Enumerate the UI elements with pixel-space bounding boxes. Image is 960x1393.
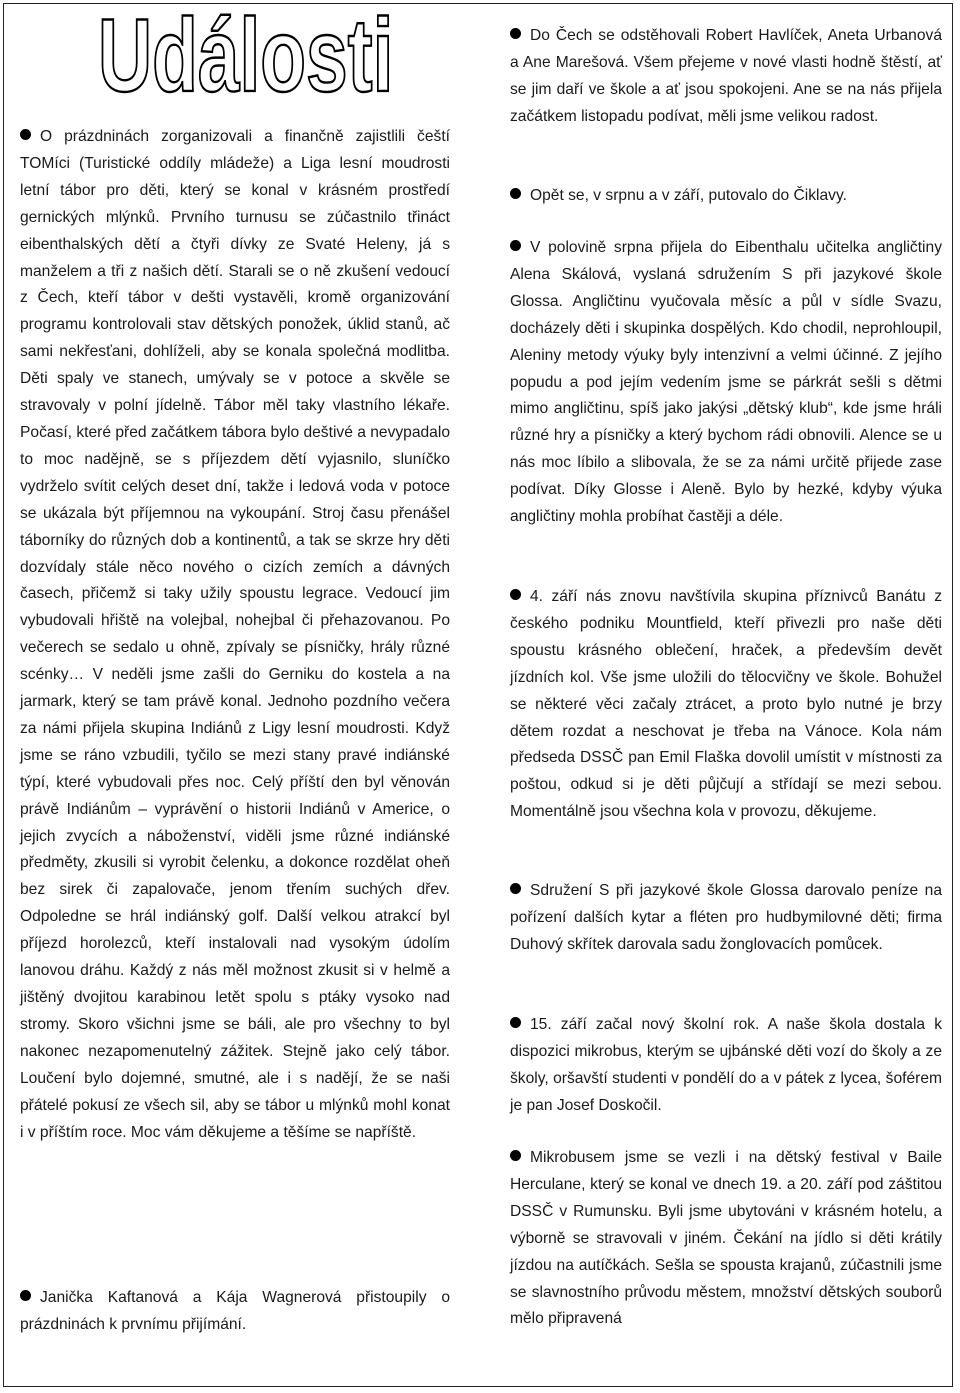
list-item: [510, 23, 942, 131]
item-text: 4. září nás znovu navštívila skupina příznivců Banátu z českého podniku Mountfield, kteří přivezli pro naše děti spoustu krásného oblečení, hraček, a především devět jízdních kol. Vše jsme uložili do tělocvičny ve škole. Bohužel se některé věci začaly ztrácet, a proto bylo nutné je brzy dětem rozdat a neschovat je třeba na Vánoce. Kola nám předseda DSSČ pan Emil Flaška dovolil umístit v místnosti za poštou, odkud si je děti půjčují a střídají se mezi sebou. Momentálně jsou všechna kola v provozu, děkujeme.: [510, 588, 942, 821]
item-text: Opět se, v srpnu a v září, putovalo do Čiklavy.: [530, 187, 847, 204]
item-text: Janička Kaftanová a Kája Wagnerová přistoupily o prázdninách k prvnímu přijímání.: [20, 1289, 450, 1333]
item-text: Sdružení S při jazykové škole Glossa darovalo peníze na pořízení dalších kytar a fléten pro hudbymilovné děti; firma Duhový skřítek darovala sadu žonglovacích pomůcek.: [510, 882, 942, 953]
list-item: [510, 183, 942, 210]
page-title: Události: [98, 0, 394, 114]
list-item: [510, 584, 942, 826]
item-text: V polovině srpna přijela do Eibenthalu učitelka angličtiny Alena Skálová, vyslaná sdružením S při jazykové škole Glossa. Angličtinu vyučovala měsíc a půl v sídle Svazu, docházely děti i skupinka dospělých. Kdo chodil, neprohloupil, Aleniny metody výuky byly intenzivní a velmi účinné. Z jejího popudu a pod jejím vedením jsme se párkrát sešli s dětmi mimo angličtinu, spíš jako jakýsi „dětský klub“, kde jsme hráli různé hry a písničky a který bychom rádi obnovili. Alence se u nás moc líbilo a slibovala, že se za námi určitě přijede zase podívat. Díky Glosse i Aleně. Bylo by hezké, kdyby výuka angličtiny mohla probíhat častěji a déle.: [510, 239, 942, 526]
item-text: Do Čech se odstěhovali Robert Havlíček, Aneta Urbanová a Ane Marešová. Všem přejeme v nové vlasti hodně štěstí, ať se jim daří ve škole a ať jsou spokojeni. Ane se na nás přijela začátkem listopadu podívat, měli jsme velikou radost.: [510, 27, 942, 125]
item-text: Mikrobusem jsme se vezli i na dětský festival v Baile Herculane, který se konal ve dnech 19. a 20. září pod záštitou DSSČ v Rumunsku. Byli jsme ubytováni v krásném hotelu, a výborně se stravovali v jiném. Čekání na jídlo si děti krátily jízdou na autíčkách. Sešla se spousta krajanů, zúčastnili jsme se slavnostního průvodu městem, množství dětských souborů mělo připravená: [510, 1149, 942, 1328]
bullet-icon: [510, 188, 521, 199]
list-item: [510, 878, 942, 959]
bullet-icon: [510, 28, 521, 39]
bullet-icon: [510, 240, 521, 251]
item-text: O prázdninách zorganizovali a finančně zajistlili čeští TOMíci (Turistické oddíly mládeže) a Liga lesní moudrosti letní tábor pro děti, který se konal v krásném prostředí gernických mlýnků. Prvního turnusu se zúčastnilo třináct eibenthalských dětí a čtyři dívky ze Svaté Heleny, já s manželem a tři z našich dětí. Starali se o ně zkušení vedoucí z Čech, kteří tábor v dešti vystavěli, kromě organizování programu kontrolovali stav dětských ponožek, úklid stanů, ač sami nekřesťani, dohlíželi, aby se konala společná modlitba. Děti spaly ve stanech, umývaly se v potoce a skvěle se stravovaly v polní jídelně. Tábor měl taky vlastního lékaře. Počasí, které před začátkem tábora bylo deštivé a nevypadalo to moc nadějně, se s příjezdem dětí vyjasnilo, sluníčko vydrželo svítit celých deset dní, takže i ledová voda v potoce se ukázala být příjemnou na vykoupání. Stroj času přenášel táborníky do různých dob a kontinentů, a tak se skrze hry děti dozvídaly stále něco nového o cizích zemích a dávných časech, přičemž si taky užily spoustu legrace. Vedoucí jim vybudovali hřiště na volejbal, nohejbal či přehazovanou. Po večerech se sedalo u ohně, zpívaly se písničky, hrály různé scénky… V neděli jsme zašli do Gerniku do kostela a na jarmark, který se tam právě konal. Jednoho pozdního večera za námi přijela skupina Indiánů z Ligy lesní moudrosti. Když jsme se ráno vzbudili, tyčilo se mezi stany pravé indiánské týpí, které vybudovali přes noc. Celý příští den byl věnován právě Indiánům – vyprávění o historii Indiánů v Americe, o jejich zvycích a náboženství, viděli jsme různé indiánské předměty, zkusili si vyrobit čelenku, a dokonce rozdělat oheň bez sirek či zapalovače, jenom třením suchých dřev. Odpoledne se hrál indiánský golf. Další velkou atrakcí byl příjezd horolezců, kteří instalovali nad vysokým údolím lanovou dráhu. Každý z nás měl možnost zkusit si v helmě a jištěný dvojitou karabinou letět spolu s ptáky vysoko nad stromy. Skoro všichni jsme se báli, ale pro všechny to byl nakonec nezapomenutelný zážitek. Stejně jako celý tábor. Loučení bylo dojemné, smutné, ale i s nadějí, že se naši přátelé pokusí ze všech sil, aby se tábor u mlýnků mohl konat i v příštím roce. Moc vám děkujeme a těšíme se napříště.: [20, 128, 450, 1141]
bullet-icon: [20, 129, 31, 140]
item-text: 15. září začal nový školní rok. A naše škola dostala k dispozici mikrobus, kterým se ujbánské děti vozí do školy a ze školy, oršavští studenti v pondělí do a v pátek z lycea, šoférem je pan Josef Doskočil.: [510, 1016, 942, 1114]
bullet-icon: [510, 1017, 521, 1028]
list-item: [510, 1145, 942, 1333]
list-item: [510, 235, 942, 531]
list-item: [20, 1285, 450, 1339]
list-item: [20, 124, 450, 1146]
bullet-icon: [20, 1290, 31, 1301]
bullet-icon: [510, 1150, 521, 1161]
list-item: [510, 1012, 942, 1120]
bullet-icon: [510, 589, 521, 600]
bullet-icon: [510, 883, 521, 894]
